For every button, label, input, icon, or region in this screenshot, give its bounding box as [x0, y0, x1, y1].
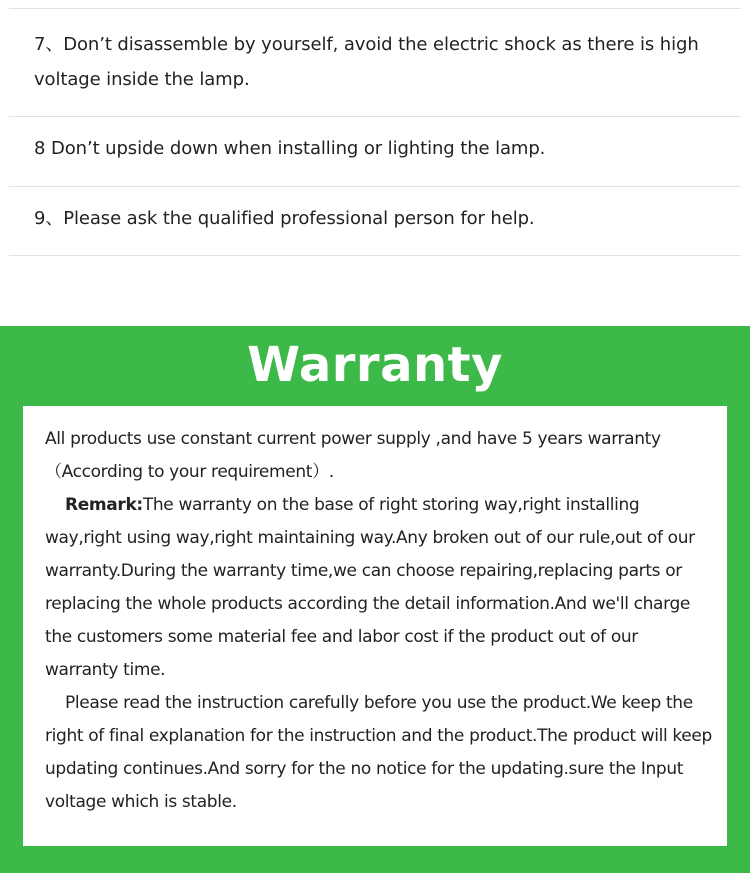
warranty-title: Warranty	[247, 337, 503, 393]
note-item-9: 9、Please ask the qualified professional person for help.	[34, 208, 535, 229]
divider	[9, 116, 741, 117]
warranty-intro: All products use constant current power supply ,and have 5 years warranty（According to your requirement）.	[45, 429, 661, 482]
safety-notes-section	[0, 0, 750, 326]
warranty-content-box	[23, 406, 727, 846]
remark-label: Remark:	[65, 495, 143, 515]
divider	[9, 8, 741, 9]
warranty-body	[45, 423, 715, 819]
note-item-8: 8 Don’t upside down when installing or lighting the lamp.	[34, 138, 546, 159]
remark-text: The warranty on the base of right storing way,right installing way,right using way,right maintaining way.Any broken out of our rule,out of our warranty.During the warranty time,we can choose repairing,replacing parts or replacing the whole products according the detail information.And we'll charge the customers some material fee and labor cost if the product out of our warranty time.	[45, 495, 695, 680]
warranty-remark-paragraph	[45, 489, 715, 687]
warranty-section	[0, 326, 750, 873]
note-item-7: 7、Don’t disassemble by yourself, avoid the electric shock as there is high voltage inside the lamp.	[34, 34, 699, 90]
instruction-text: Please read the instruction carefully before you use the product.We keep the right of final explanation for the instruction and the product.The product will keep updating continues.And sorry for the no notice for the updating.sure the Input voltage which is stable.	[45, 693, 712, 812]
divider	[9, 186, 741, 187]
divider	[9, 255, 741, 256]
warranty-instruction-paragraph	[45, 687, 715, 819]
